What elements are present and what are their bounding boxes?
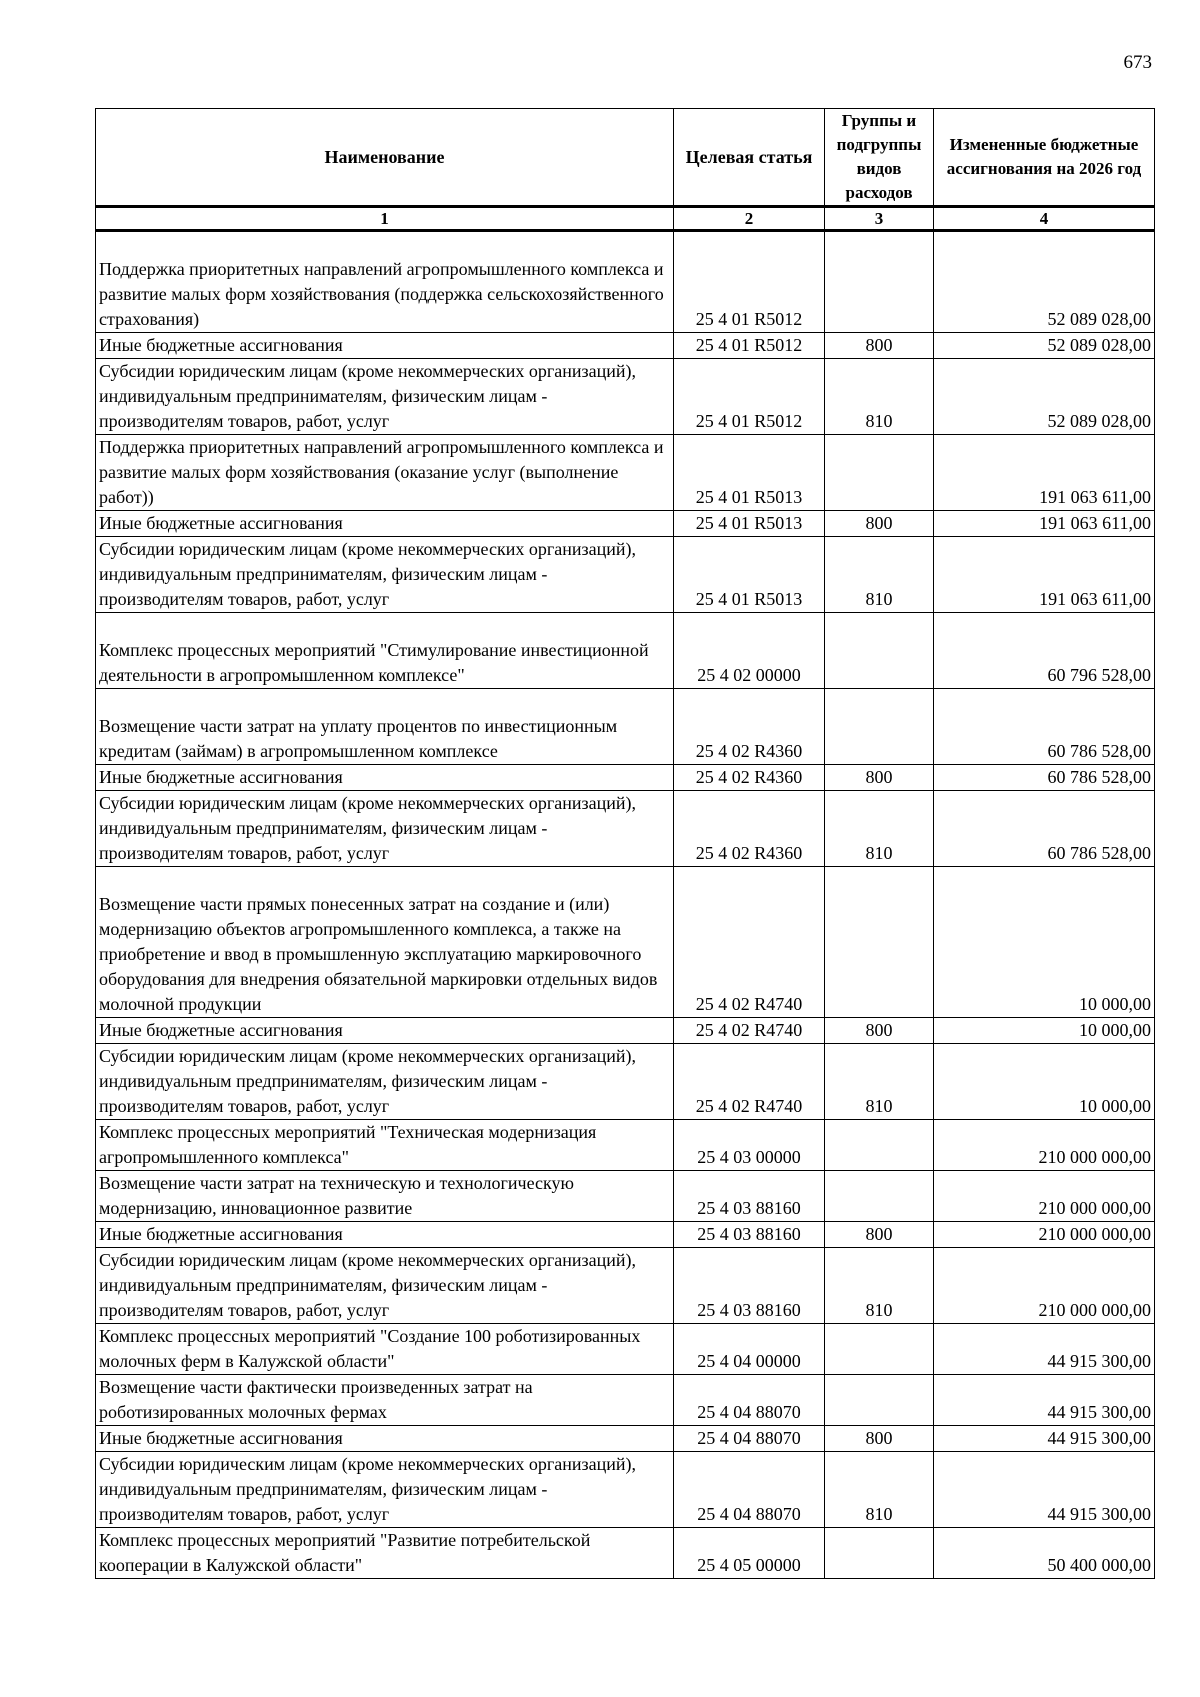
row-expense-group-cell: 810 <box>825 1044 934 1120</box>
table-row <box>96 765 1155 791</box>
table-row <box>96 1375 1155 1426</box>
row-expense-group-cell: 800 <box>825 333 934 359</box>
column-number: 3 <box>825 207 934 231</box>
table-row <box>96 791 1155 867</box>
row-amount-cell: 52 089 028,00 <box>934 333 1155 359</box>
table-body <box>96 231 1155 1579</box>
row-target-article-cell: 25 4 01 R5013 <box>674 511 825 537</box>
row-target-article-cell: 25 4 02 00000 <box>674 613 825 689</box>
row-expense-group-cell <box>825 1375 934 1426</box>
row-name-cell: Субсидии юридическим лицам (кроме некоммерческих организаций), индивидуальным предпринимателям, физическим лицам - производителям товаров, работ, услуг <box>96 359 674 435</box>
row-name-cell: Субсидии юридическим лицам (кроме некоммерческих организаций), индивидуальным предпринимателям, физическим лицам - производителям товаров, работ, услуг <box>96 537 674 613</box>
table-row <box>96 867 1155 1018</box>
row-target-article-cell: 25 4 02 R4740 <box>674 1018 825 1044</box>
table-row <box>96 1171 1155 1222</box>
row-expense-group-cell: 810 <box>825 359 934 435</box>
row-target-article-cell: 25 4 04 00000 <box>674 1324 825 1375</box>
row-name-cell: Поддержка приоритетных направлений агропромышленного комплекса и развитие малых форм хозяйствования (оказание услуг (выполнение работ)) <box>96 435 674 511</box>
table-row <box>96 231 1155 333</box>
column-number-row <box>96 207 1155 231</box>
row-amount-cell: 60 796 528,00 <box>934 613 1155 689</box>
row-amount-cell: 52 089 028,00 <box>934 359 1155 435</box>
row-expense-group-cell <box>825 613 934 689</box>
row-amount-cell: 210 000 000,00 <box>934 1248 1155 1324</box>
row-target-article-cell: 25 4 02 R4360 <box>674 791 825 867</box>
column-number: 4 <box>934 207 1155 231</box>
row-name-cell: Комплекс процессных мероприятий "Создание 100 роботизированных молочных ферм в Калужской области" <box>96 1324 674 1375</box>
row-target-article-cell: 25 4 04 88070 <box>674 1426 825 1452</box>
row-name-cell: Возмещение части фактически произведенных затрат на роботизированных молочных фермах <box>96 1375 674 1426</box>
row-expense-group-cell: 810 <box>825 791 934 867</box>
row-amount-cell: 44 915 300,00 <box>934 1324 1155 1375</box>
row-name-cell: Иные бюджетные ассигнования <box>96 1426 674 1452</box>
row-amount-cell: 210 000 000,00 <box>934 1120 1155 1171</box>
row-target-article-cell: 25 4 02 R4740 <box>674 867 825 1018</box>
row-name-cell: Возмещение части затрат на уплату процентов по инвестиционным кредитам (займам) в агропромышленном комплексе <box>96 689 674 765</box>
table-row <box>96 1426 1155 1452</box>
row-amount-cell: 44 915 300,00 <box>934 1426 1155 1452</box>
row-amount-cell: 210 000 000,00 <box>934 1222 1155 1248</box>
row-target-article-cell: 25 4 03 00000 <box>674 1120 825 1171</box>
row-name-cell: Возмещение части затрат на техническую и технологическую модернизацию, инновационное развитие <box>96 1171 674 1222</box>
row-expense-group-cell <box>825 689 934 765</box>
row-target-article-cell: 25 4 02 R4360 <box>674 689 825 765</box>
table-row <box>96 359 1155 435</box>
row-name-cell: Комплекс процессных мероприятий "Развитие потребительской кооперации в Калужской области" <box>96 1528 674 1579</box>
row-name-cell: Субсидии юридическим лицам (кроме некоммерческих организаций), индивидуальным предпринимателям, физическим лицам - производителям товаров, работ, услуг <box>96 1044 674 1120</box>
row-expense-group-cell <box>825 1528 934 1579</box>
row-name-cell: Иные бюджетные ассигнования <box>96 765 674 791</box>
row-expense-group-cell <box>825 435 934 511</box>
table-row <box>96 435 1155 511</box>
table-row <box>96 613 1155 689</box>
row-amount-cell: 10 000,00 <box>934 867 1155 1018</box>
row-target-article-cell: 25 4 01 R5013 <box>674 537 825 613</box>
column-number: 1 <box>96 207 674 231</box>
header-name: Наименование <box>96 109 674 207</box>
table-row <box>96 333 1155 359</box>
row-name-cell: Иные бюджетные ассигнования <box>96 1222 674 1248</box>
row-target-article-cell: 25 4 03 88160 <box>674 1248 825 1324</box>
page-number: 673 <box>1123 52 1152 73</box>
row-name-cell: Комплекс процессных мероприятий "Техническая модернизация агропромышленного комплекса" <box>96 1120 674 1171</box>
row-target-article-cell: 25 4 04 88070 <box>674 1452 825 1528</box>
row-expense-group-cell <box>825 231 934 333</box>
row-name-cell: Комплекс процессных мероприятий "Стимулирование инвестиционной деятельности в агропромышленном комплексе" <box>96 613 674 689</box>
table-row <box>96 1528 1155 1579</box>
row-target-article-cell: 25 4 03 88160 <box>674 1171 825 1222</box>
row-expense-group-cell: 810 <box>825 1248 934 1324</box>
row-amount-cell: 191 063 611,00 <box>934 537 1155 613</box>
row-name-cell: Субсидии юридическим лицам (кроме некоммерческих организаций), индивидуальным предпринимателям, физическим лицам - производителям товаров, работ, услуг <box>96 791 674 867</box>
table-row <box>96 1248 1155 1324</box>
row-target-article-cell: 25 4 02 R4740 <box>674 1044 825 1120</box>
header-expense-groups: Группы и подгруппы видов расходов <box>825 109 934 207</box>
row-expense-group-cell: 800 <box>825 511 934 537</box>
row-amount-cell: 60 786 528,00 <box>934 689 1155 765</box>
row-name-cell: Иные бюджетные ассигнования <box>96 333 674 359</box>
table-row <box>96 1222 1155 1248</box>
row-expense-group-cell: 800 <box>825 1222 934 1248</box>
row-amount-cell: 10 000,00 <box>934 1018 1155 1044</box>
row-target-article-cell: 25 4 01 R5012 <box>674 231 825 333</box>
row-target-article-cell: 25 4 01 R5012 <box>674 359 825 435</box>
table-row <box>96 511 1155 537</box>
row-amount-cell: 60 786 528,00 <box>934 765 1155 791</box>
row-amount-cell: 210 000 000,00 <box>934 1171 1155 1222</box>
row-expense-group-cell: 800 <box>825 765 934 791</box>
row-expense-group-cell <box>825 1324 934 1375</box>
table-row <box>96 1120 1155 1171</box>
row-amount-cell: 191 063 611,00 <box>934 511 1155 537</box>
row-amount-cell: 52 089 028,00 <box>934 231 1155 333</box>
row-target-article-cell: 25 4 01 R5012 <box>674 333 825 359</box>
row-target-article-cell: 25 4 05 00000 <box>674 1528 825 1579</box>
row-expense-group-cell: 810 <box>825 537 934 613</box>
budget-table <box>95 108 1155 1579</box>
row-expense-group-cell: 810 <box>825 1452 934 1528</box>
row-expense-group-cell <box>825 1120 934 1171</box>
table-row <box>96 689 1155 765</box>
header-amount-2026: Измененные бюджетные ассигнования на 2026 год <box>934 109 1155 207</box>
row-name-cell: Субсидии юридическим лицам (кроме некоммерческих организаций), индивидуальным предпринимателям, физическим лицам - производителям товаров, работ, услуг <box>96 1248 674 1324</box>
row-target-article-cell: 25 4 03 88160 <box>674 1222 825 1248</box>
row-expense-group-cell: 800 <box>825 1426 934 1452</box>
row-name-cell: Возмещение части прямых понесенных затрат на создание и (или) модернизацию объектов агропромышленного комплекса, а также на приобретение и ввод в промышленную эксплуатацию маркировочного оборудования для внедрения обязательной маркировки отдельных видов молочной продукции <box>96 867 674 1018</box>
table-row <box>96 537 1155 613</box>
row-expense-group-cell <box>825 1171 934 1222</box>
row-expense-group-cell: 800 <box>825 1018 934 1044</box>
row-target-article-cell: 25 4 04 88070 <box>674 1375 825 1426</box>
row-amount-cell: 50 400 000,00 <box>934 1528 1155 1579</box>
row-target-article-cell: 25 4 01 R5013 <box>674 435 825 511</box>
row-amount-cell: 60 786 528,00 <box>934 791 1155 867</box>
row-amount-cell: 44 915 300,00 <box>934 1375 1155 1426</box>
table-row <box>96 1452 1155 1528</box>
row-expense-group-cell <box>825 867 934 1018</box>
row-amount-cell: 191 063 611,00 <box>934 435 1155 511</box>
row-amount-cell: 44 915 300,00 <box>934 1452 1155 1528</box>
row-name-cell: Иные бюджетные ассигнования <box>96 511 674 537</box>
table-row <box>96 1018 1155 1044</box>
row-name-cell: Иные бюджетные ассигнования <box>96 1018 674 1044</box>
table-row <box>96 1044 1155 1120</box>
table-header-row <box>96 109 1155 207</box>
row-amount-cell: 10 000,00 <box>934 1044 1155 1120</box>
header-target-article: Целевая статья <box>674 109 825 207</box>
row-name-cell: Субсидии юридическим лицам (кроме некоммерческих организаций), индивидуальным предпринимателям, физическим лицам - производителям товаров, работ, услуг <box>96 1452 674 1528</box>
row-name-cell: Поддержка приоритетных направлений агропромышленного комплекса и развитие малых форм хозяйствования (поддержка сельскохозяйственного страхования) <box>96 231 674 333</box>
column-number: 2 <box>674 207 825 231</box>
row-target-article-cell: 25 4 02 R4360 <box>674 765 825 791</box>
table-row <box>96 1324 1155 1375</box>
